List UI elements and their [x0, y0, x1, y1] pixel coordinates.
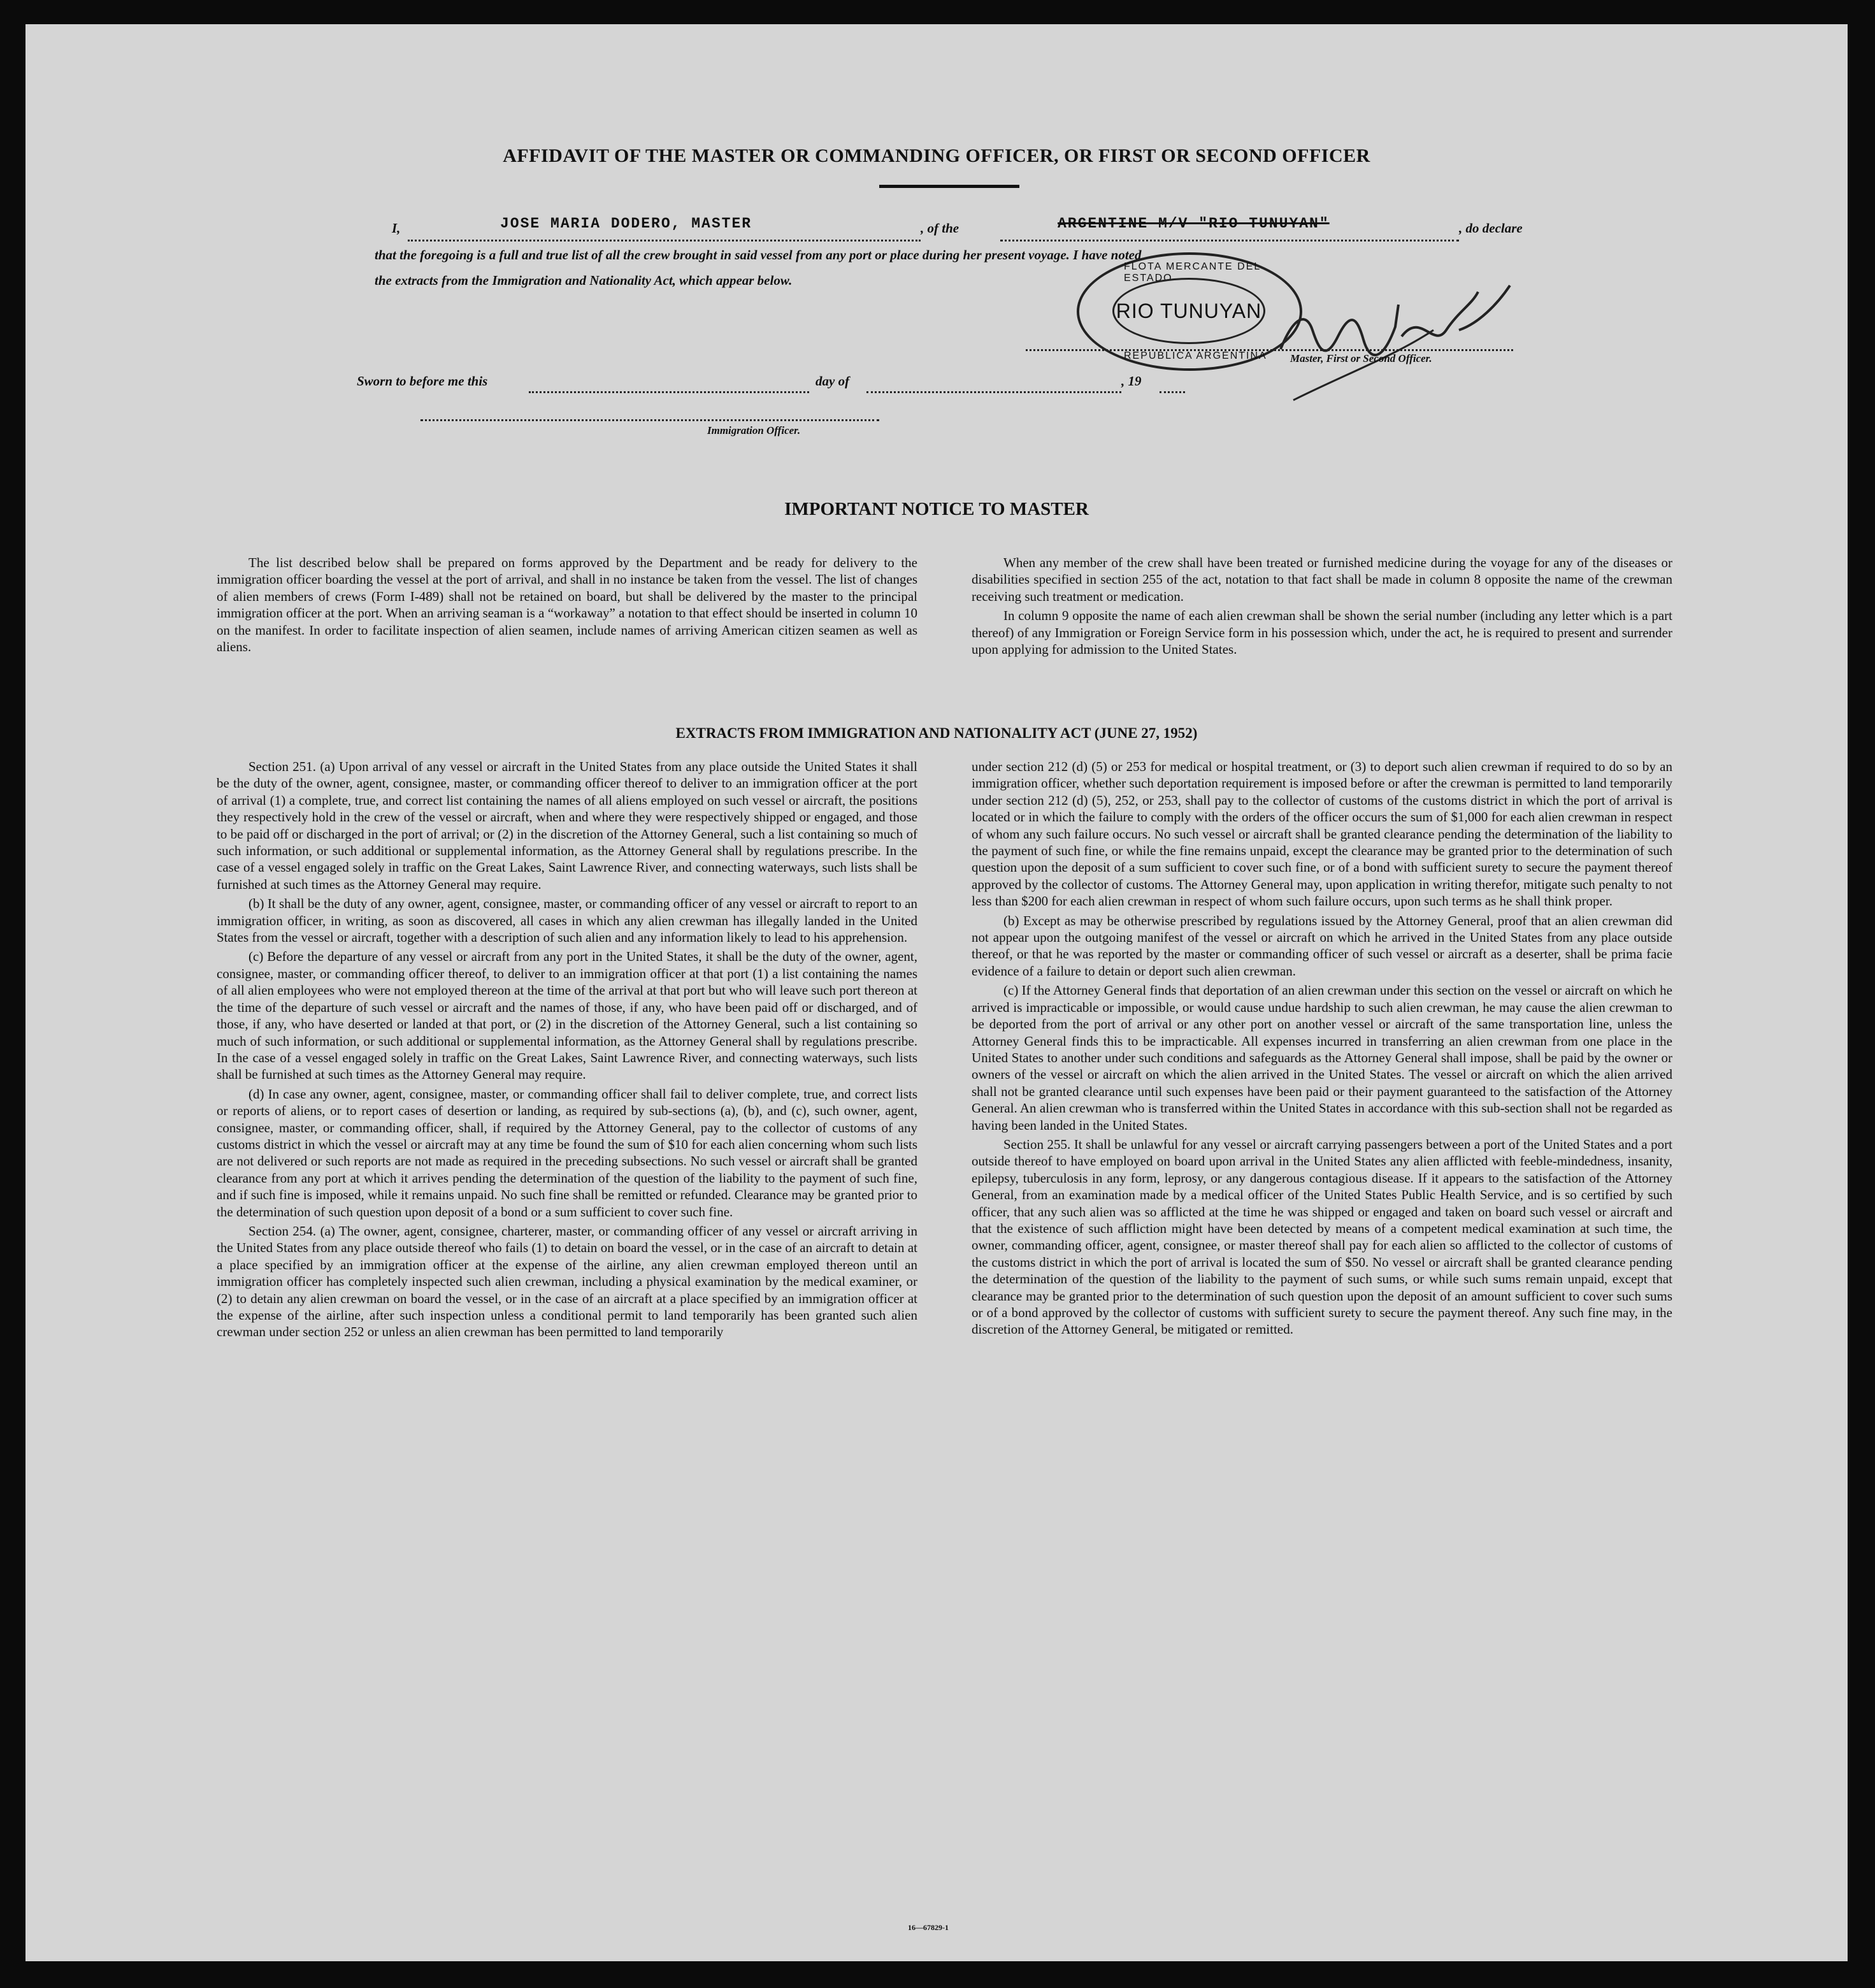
extracts-heading: EXTRACTS FROM IMMIGRATION AND NATIONALITY ACT (JUNE 27, 1952) [675, 725, 1198, 741]
sworn-label: Sworn to before me this [357, 373, 488, 389]
stamp-center-text: RIO TUNUYAN [1116, 299, 1262, 322]
section-251-c: (c) Before the departure of any vessel or aircraft from any port in the United States, it shall be the duty of the owner, agent, consignee, master, or commanding officer thereof, to deliver to an immigration officer at that port (1) a list containing the names of all alien employees who were not employed thereon at the time of the arrival at that port but who will leave such port thereon at the time of the departure of such vessel or aircraft and the names of those, if any, who have been paid off or discharged, and of those, if any, who have deserted or landed at that port, or (2) in the discretion of the Attorney General, such a list containing so much of such information, or such additional or supplemental information, as the Attorney General shall by regulations prescribe. In the case of a vessel engaged solely in traffic on the Great Lakes, Saint Lawrence River, and connecting waterways, such lists shall be furnished at such times as the Attorney General may require. [217, 949, 917, 1083]
notice-right-column [972, 554, 1672, 660]
form-number: 16—67829-1 [908, 1923, 949, 1932]
section-255: Section 255. It shall be unlawful for any vessel or aircraft carrying passengers between a port of the United States and a port outside thereof to have employed on board upon arrival in the United States any alien afflicted with feeble-mindedness, insanity, epilepsy, tuberculosis in any form, leprosy, or any dangerous contagious disease. If it appears to the satisfaction of the Attorney General, from an examination made by a medical officer of the United States Public Health Service, and is so certified by such officer, that any such alien was so afflicted at the time he was shipped or engaged and taken on board such vessel or aircraft and that the existence of such affliction might have been detected by means of a competent medical examination at such time, the owner, commanding officer, agent, consignee, or master thereof shall pay for each alien so afflicted to the collector of customs of the customs district in which the port of arrival is located the sum of $50. No vessel or aircraft shall be granted clearance pending the determination of the question of the liability to the payment of such sums, or while such sums remain unpaid, except that clearance may be granted prior to the determination of such question upon the deposit of an amount sufficient to cover such sums or of a bond approved by the collector of customs with sufficient surety to secure the payment thereof. Any such fine may, in the discretion of the Attorney General, be mitigated or remitted. [972, 1136, 1672, 1337]
signature-caption: Master, First or Second Officer. [1290, 352, 1432, 364]
sworn-day-line [529, 381, 809, 393]
affidavit-line-2: that the foregoing is a full and true list of all the crew brought in said vessel from any port or place during her present voyage. I have noted [375, 247, 1142, 263]
section-254-a: Section 254. (a) The owner, agent, consignee, charterer, master, or commanding officer of any vessel or aircraft arriving in the United States from any place outside thereof who fails (1) to detain on board the vessel, or in the case of an aircraft to detain at a place specified by an immigration officer at the expense of the airline, any alien crewman employed thereon until an immigration officer has completely inspected such alien crewman, including a physical examination by the medical examiner, or (2) to detain any alien crewman on board the vessel, or in the case of an aircraft at a place specified by an immigration officer at the expense of the airline, after such inspection unless a conditional permit to land temporarily has been granted such alien crewman under section 252 or unless an alien crewman has been permitted to land temporarily [217, 1223, 917, 1340]
stamp-center [1112, 278, 1265, 344]
section-254-a-continued: under section 212 (d) (5) or 253 for medical or hospital treatment, or (3) to deport such alien crewman if required to do so by an immigration officer, whether such deportation requirement is imposed before or after the crewman is permitted to land temporarily under section 212 (d) (5), 252, or 253, shall pay to the collector of customs of the customs district in which the port of arrival is located or in which the failure to comply with the orders of the officer occurs the sum of $1,000 for each alien crewman in respect of whom any such failure occurs. No such vessel or aircraft shall be granted clearance pending the determination of the liability to the payment of such fine, or while the fine remains unpaid, except the clearance may be granted prior to the determination of such question upon the deposit of a sum sufficient to cover such fine, or of a bond with sufficient surety to secure the payment thereof approved by the collector of customs. The Attorney General may, upon application in writing therefor, mitigate such penalty to not less than $200 for each alien crewman in respect of whom such failure occurs, upon such terms as he shall think proper. [972, 759, 1672, 909]
stamp-bottom-text: REPUBLICA ARGENTINA [1124, 350, 1267, 361]
officer-signature-line [420, 413, 879, 421]
affidavit-line-3: the extracts from the Immigration and Nationality Act, which appear below. [375, 273, 793, 288]
notice-right-paragraph-2: In column 9 opposite the name of each alien crewman shall be shown the serial number (including any letter which is a part thereof) of any Immigration or Foreign Service form in his possession which, under the act, he is required to present and surrender upon applying for admission to the United States. [972, 608, 1672, 658]
master-signature [1268, 266, 1561, 407]
master-name-typed: JOSE MARIA DODERO, MASTER [500, 215, 752, 232]
month-line [866, 381, 1121, 393]
section-254-c: (c) If the Attorney General finds that deportation of an alien crewman under this section on the vessel or aircraft on which he arrived is impracticable or impossible, or would cause undue hardship to such alien crewman, he may cause the alien crewman to be deported from the port of arrival or any other port on another vessel or aircraft of the same transportation line, unless the Attorney General finds this to be impracticable. All expenses incurred in transferring an alien crewman from one place in the United States to another under such conditions and safeguards as the Attorney General shall impose, shall be paid by the owner or owners of the vessel or aircraft on which the alien arrived in the United States. The vessel or aircraft on which the alien arrived shall not be granted clearance until such expenses have been paid or their payment guaranteed to the satisfaction of the Attorney General. An alien crewman who is transferred within the United States in accordance with this sub-section shall not be regarded as having been landed in the United States. [972, 983, 1672, 1133]
notice-heading: IMPORTANT NOTICE TO MASTER [784, 499, 1089, 519]
signature-line [1026, 343, 1513, 351]
notice-left-column [217, 554, 917, 658]
affidavit-title: AFFIDAVIT OF THE MASTER OR COMMANDING OFFICER, OR FIRST OR SECOND OFFICER [503, 145, 1370, 166]
of-the-label: , of the [921, 220, 959, 236]
section-251-a: Section 251. (a) Upon arrival of any vessel or aircraft in the United States from any place outside the United States it shall be the duty of the owner, agent, consignee, master, or commanding officer thereof to deliver to an immigration officer at the port of arrival (1) a complete, true, and correct list containing the names of all aliens employed on such vessel or aircraft, the positions they respectively hold in the crew of the vessel or aircraft, when and where they were respectively shipped or engaged, and those to be paid off or discharged in the port of arrival; or (2) in the discretion of the Attorney General, such a list containing so much of such information, or such additional or supplemental information, as the Attorney General shall by regulations prescribe. In the case of a vessel engaged solely in traffic on the Great Lakes, Saint Lawrence River, and connecting waterways, such lists shall be furnished at such times as the Attorney General may require. [217, 759, 917, 892]
extracts-left-column [217, 758, 917, 1343]
section-251-d: (d) In case any owner, agent, consignee, master, or commanding officer shall fail to deliver complete, true, and correct lists or reports of aliens, or to report cases of desertion or landing, as required by sub-sections (a), (b), and (c), such owner, agent, consignee, master, or commanding officer, shall, if required by the Attorney General, pay to the collector of customs of any customs district in which the vessel or aircraft may at any time be found the sum of $10 for each alien concerning whom such lists are not delivered or such reports are not made as required in the preceding subsections. No such vessel or aircraft shall be granted clearance from any port at which it arrives pending the determination of the question of the liability to the payment of such fine, and if such fine is imposed, while it remains unpaid. No such fine shall be remitted or refunded. Clearance may be granted prior to the determination of such question upon deposit of a bond or a sum sufficient to cover such fine. [217, 1086, 917, 1220]
extracts-right-column [972, 758, 1672, 1341]
vessel-name-typed: ARGENTINE M/V "RIO TUNUYAN" [1058, 215, 1330, 232]
title-rule [879, 185, 1019, 188]
do-declare-label: , do declare [1459, 220, 1523, 236]
year-label: , 19 [1121, 373, 1142, 389]
section-251-b: (b) It shall be the duty of any owner, agent, consignee, master, or commanding officer of any vessel or aircraft to report to an immigration officer, in writing, as soon as discovered, all cases in which any alien crewman has illegally landed in the United States from the vessel or aircraft, together with a description of such alien and any information likely to lead to his apprehension. [217, 896, 917, 946]
notice-left-paragraph: The list described below shall be prepared on forms approved by the Department and be ready for delivery to the immigration officer boarding the vessel at the port of arrival, and shall in no instance be taken from the vessel. The list of changes of alien members of crews (Form I-489) shall not be retained on board, but shall be delivered by the master to the principal immigration officer at the port. When an arriving seaman is a “workaway” a notation to that effect should be inserted in column 10 on the manifest. In order to facilitate inspection of alien seamen, include names of arriving American citizen seamen as well as aliens. [217, 555, 917, 655]
notice-right-paragraph-1: When any member of the crew shall have been treated or furnished medicine during the voyage for any of the diseases or disabilities specified in section 255 of the act, notation to that fact shall be made in column 8 opposite the name of the crewman receiving such treatment or medication. [972, 555, 1672, 604]
section-254-b: (b) Except as may be otherwise prescribed by regulations issued by the Attorney General, proof that an alien crewman did not appear upon the outgoing manifest of the vessel or aircraft on which he arrived in the United States from any place outside thereof, or that he was reported by the master or commanding officer of such vessel or aircraft as a deserter, shall be prima facie evidence of a failure to detain or deport such alien crewman. [972, 912, 1672, 979]
year-line [1160, 381, 1185, 393]
day-of-label: day of [815, 373, 850, 389]
stamp-top-text: FLOTA MERCANTE DEL ESTADO [1124, 261, 1261, 284]
officer-caption: Immigration Officer. [707, 424, 801, 436]
document-page [25, 24, 1848, 1961]
prefix-i: I, [392, 220, 401, 236]
